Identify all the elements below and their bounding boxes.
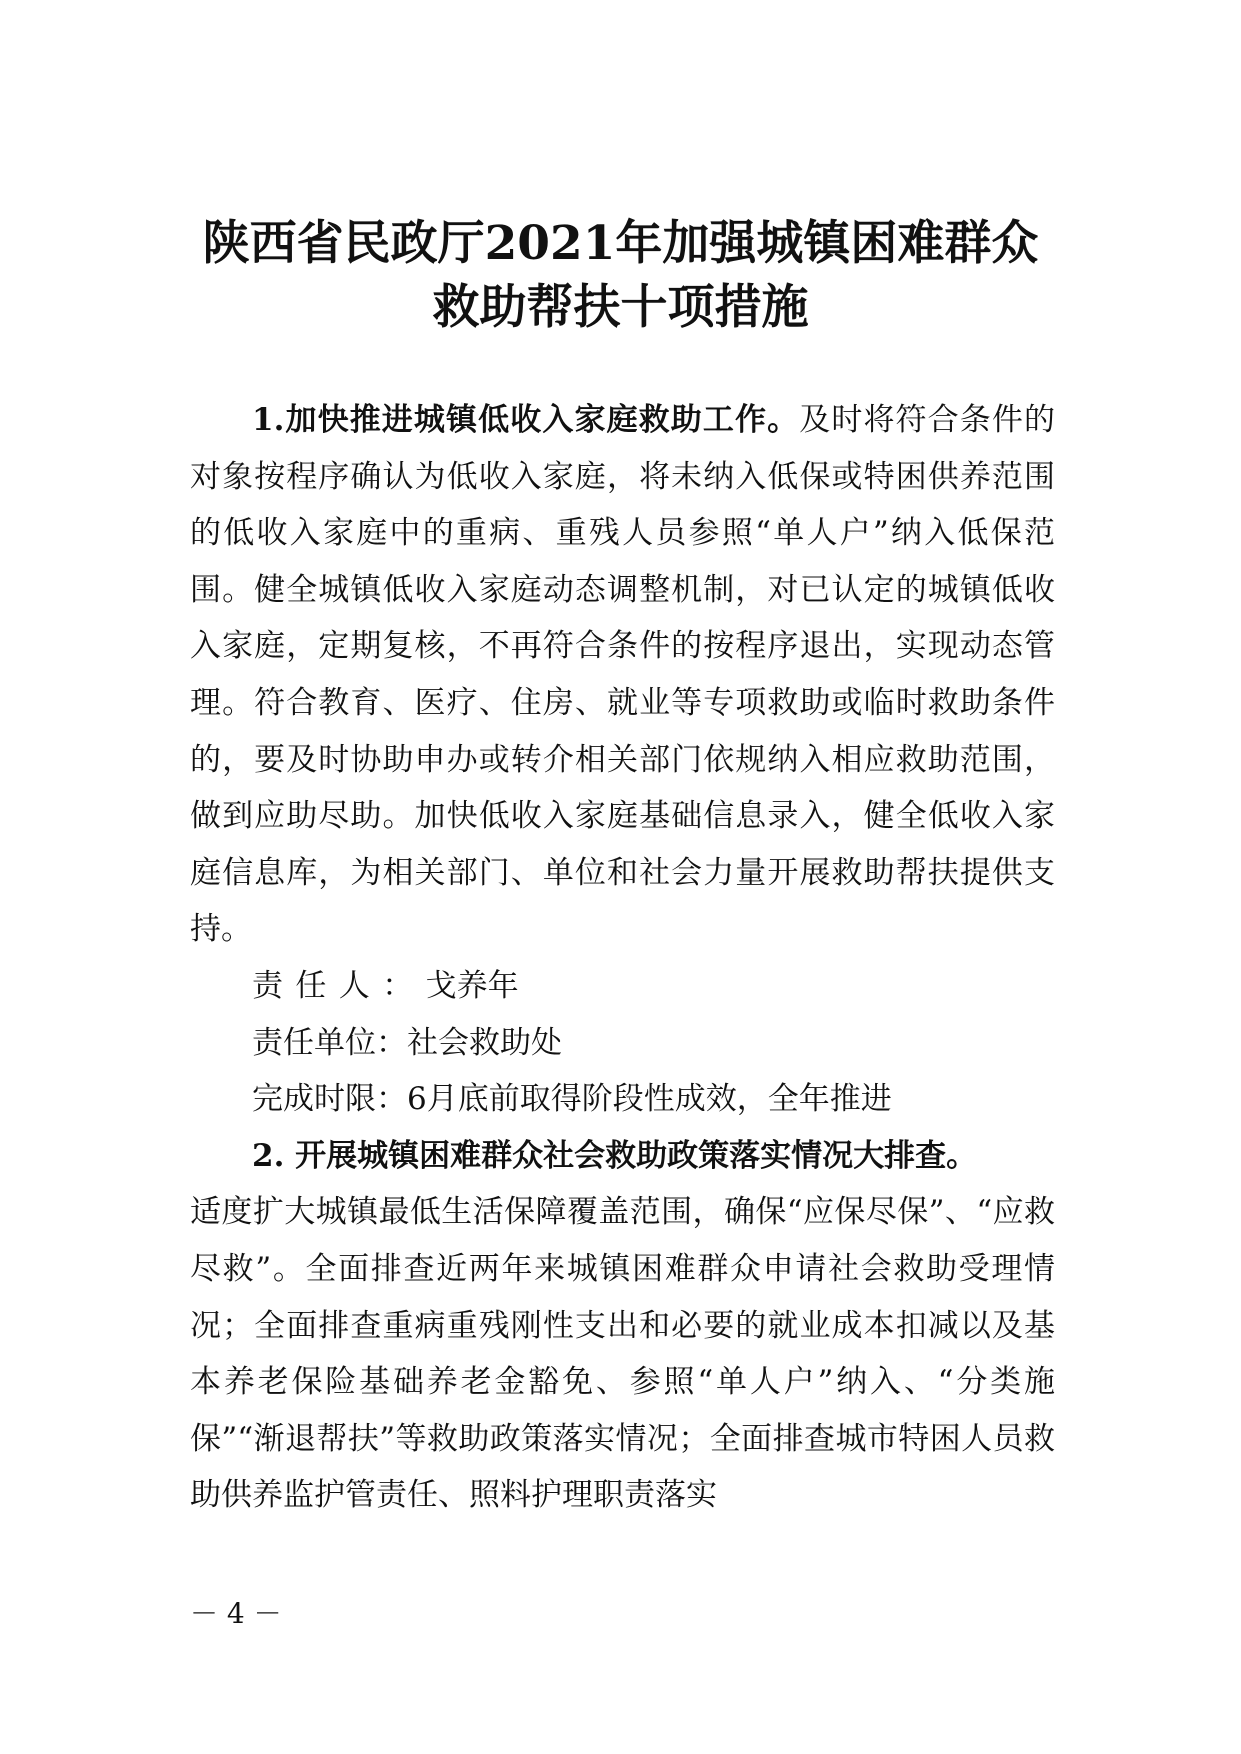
- item-2-body: 适度扩大城镇最低生活保障覆盖范围，确保“应保尽保”、“应救尽救”。全面排查近两年来城镇困难群众申请社会救助受理情况；全面排查重病重残刚性支出和必要的就业成本扣减以及基本养老保险基础养老金豁免、参照“单人户”纳入、“分类施保”“渐退帮扶”等救助政策落实情况；全面排查城市特困人员救助供养监护管责任、照料护理职责落实: [190, 1194, 1055, 1514]
- responsible-unit-value: 社会救助处: [407, 1024, 562, 1061]
- responsible-person-value: 戈养年: [425, 967, 519, 1004]
- item-1-body: 及时将符合条件的对象按程序确认为低收入家庭，将未纳入低保或特困供养范围的低收入家庭中的重病、重残人员参照“单人户”纳入低保范围。健全城镇低收入家庭动态调整机制，对已认定的城镇低收入家庭，定期复核，不再符合条件的按程序退出，实现动态管理。符合教育、医疗、住房、就业等专项救助或临时救助条件的，要及时协助申办或转介相关部门依规纳入相应救助范围，做到应助尽助。加快低收入家庭基础信息录入，健全低收入家庭信息库，为相关部门、单位和社会力量开展救助帮扶提供支持。: [190, 402, 1055, 948]
- document-body: [190, 392, 1055, 1524]
- page-number: － 4 －: [190, 1597, 282, 1630]
- item-1-paragraph: [190, 392, 1055, 958]
- item-1-responsible-person: [190, 958, 1055, 1015]
- responsible-unit-label: 责任单位：: [252, 1024, 407, 1061]
- item-2-heading: 2. 开展城镇困难群众社会救助政策落实情况大排查。: [252, 1137, 978, 1174]
- deadline-value: 6月底前取得阶段性成效，全年推进: [407, 1081, 892, 1118]
- item-1-deadline: [190, 1071, 1055, 1128]
- deadline-label: 完成时限：: [252, 1081, 407, 1118]
- item-1-heading: 1.加快推进城镇低收入家庭救助工作。: [252, 402, 800, 438]
- document-title-line-2: 救助帮扶十项措施: [432, 280, 809, 335]
- responsible-person-label: 责任人：: [252, 967, 426, 1004]
- document-title-line-1: 陕西省民政厅2021年加强城镇困难群众: [202, 216, 1039, 271]
- item-1-responsible-unit: [190, 1015, 1055, 1072]
